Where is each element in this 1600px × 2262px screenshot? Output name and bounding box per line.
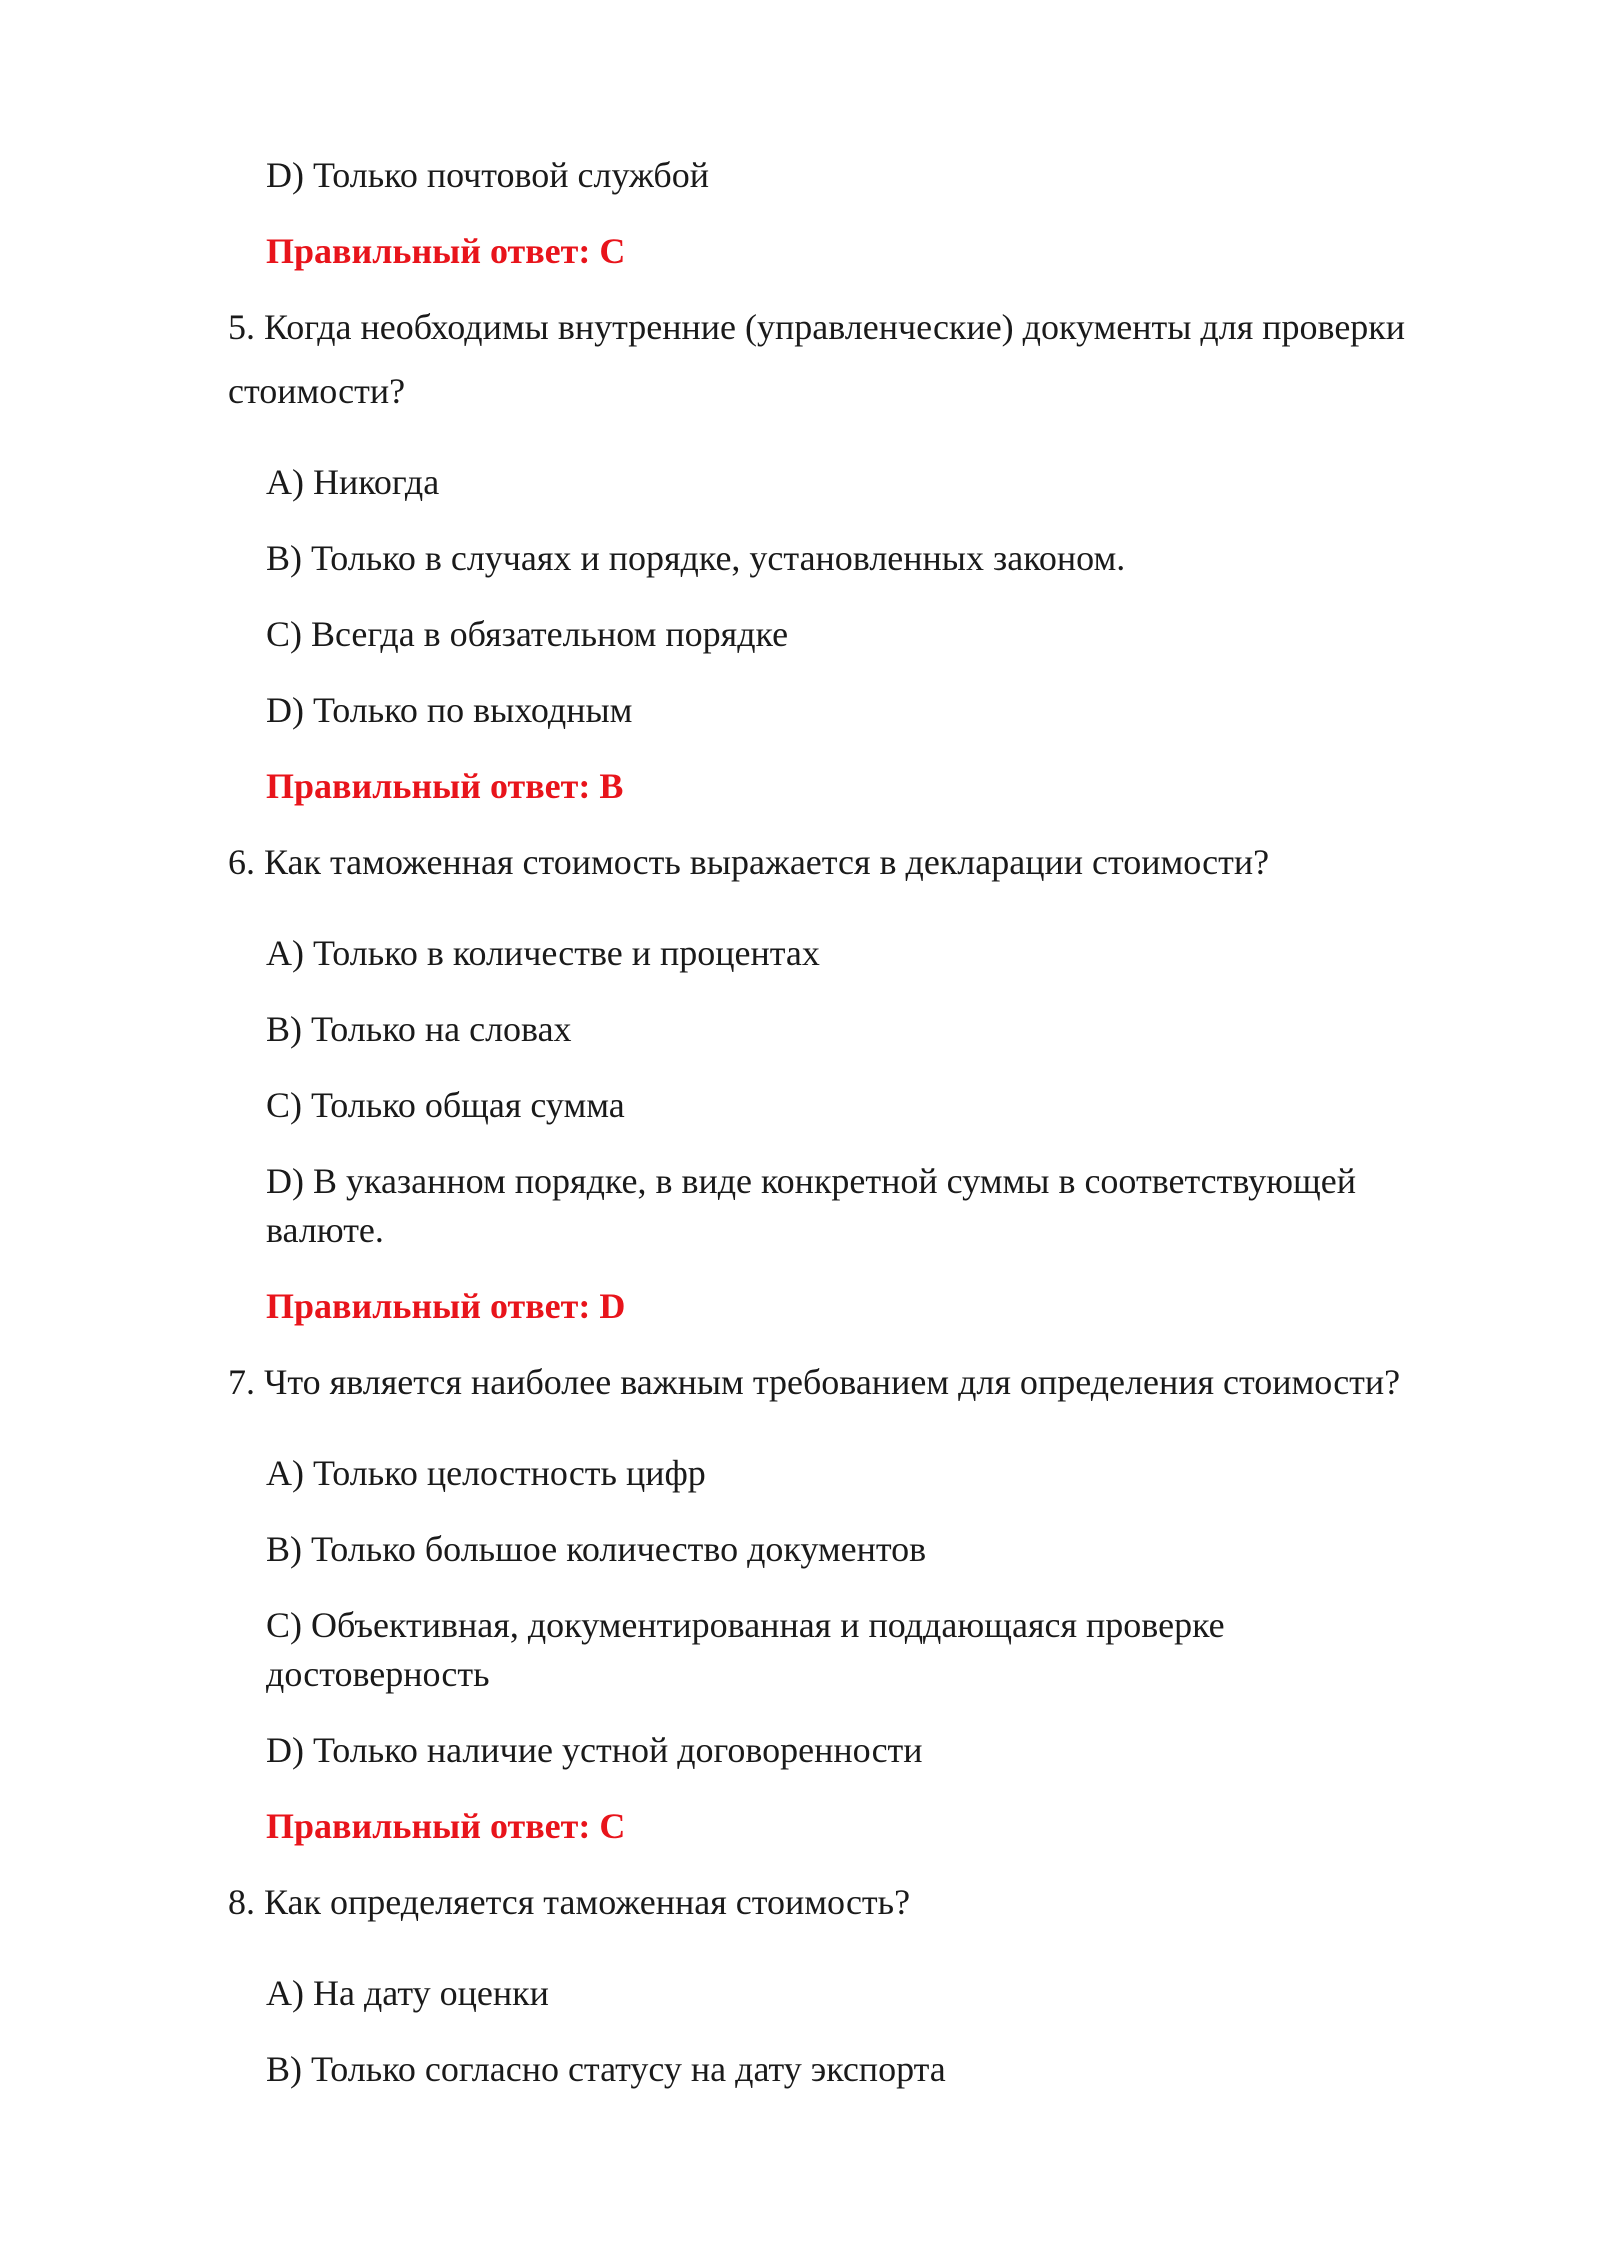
question-5-cont: стоимости? (228, 371, 406, 411)
question-7: 7. Что является наиболее важным требованием для определения стоимости? (228, 1362, 1401, 1402)
option-8b: B) Только согласно статусу на дату экспорта (266, 2049, 946, 2089)
option-5b: B) Только в случаях и порядке, установленных законом. (266, 538, 1126, 578)
option-6a: A) Только в количестве и процентах (266, 933, 820, 973)
option-7a: A) Только целостность цифр (266, 1453, 706, 1493)
option-7c: C) Объективная, документированная и поддающаяся проверке (266, 1605, 1225, 1645)
answer-5: Правильный ответ: B (266, 766, 624, 806)
answer-4: Правильный ответ: C (266, 231, 626, 271)
option-6b: B) Только на словах (266, 1009, 572, 1049)
option-7d: D) Только наличие устной договоренности (266, 1730, 923, 1770)
answer-6: Правильный ответ: D (266, 1286, 626, 1326)
question-8: 8. Как определяется таможенная стоимость? (228, 1882, 911, 1922)
option-5a: A) Никогда (266, 462, 440, 502)
option-6c: C) Только общая сумма (266, 1085, 625, 1125)
option-5c: C) Всегда в обязательном порядке (266, 614, 789, 654)
question-5: 5. Когда необходимы внутренние (управленческие) документы для проверки (228, 307, 1406, 347)
answer-7: Правильный ответ: C (266, 1806, 626, 1846)
option-7c-cont: достоверность (266, 1654, 490, 1694)
option-4d: D) Только почтовой службой (266, 155, 710, 195)
option-6d: D) В указанном порядке, в виде конкретной суммы в соответствующей (266, 1161, 1356, 1201)
option-7b: B) Только большое количество документов (266, 1529, 927, 1569)
option-5d: D) Только по выходным (266, 690, 633, 730)
option-6d-cont: валюте. (266, 1210, 384, 1250)
option-8a: A) На дату оценки (266, 1973, 549, 2013)
question-6: 6. Как таможенная стоимость выражается в декларации стоимости? (228, 842, 1270, 882)
